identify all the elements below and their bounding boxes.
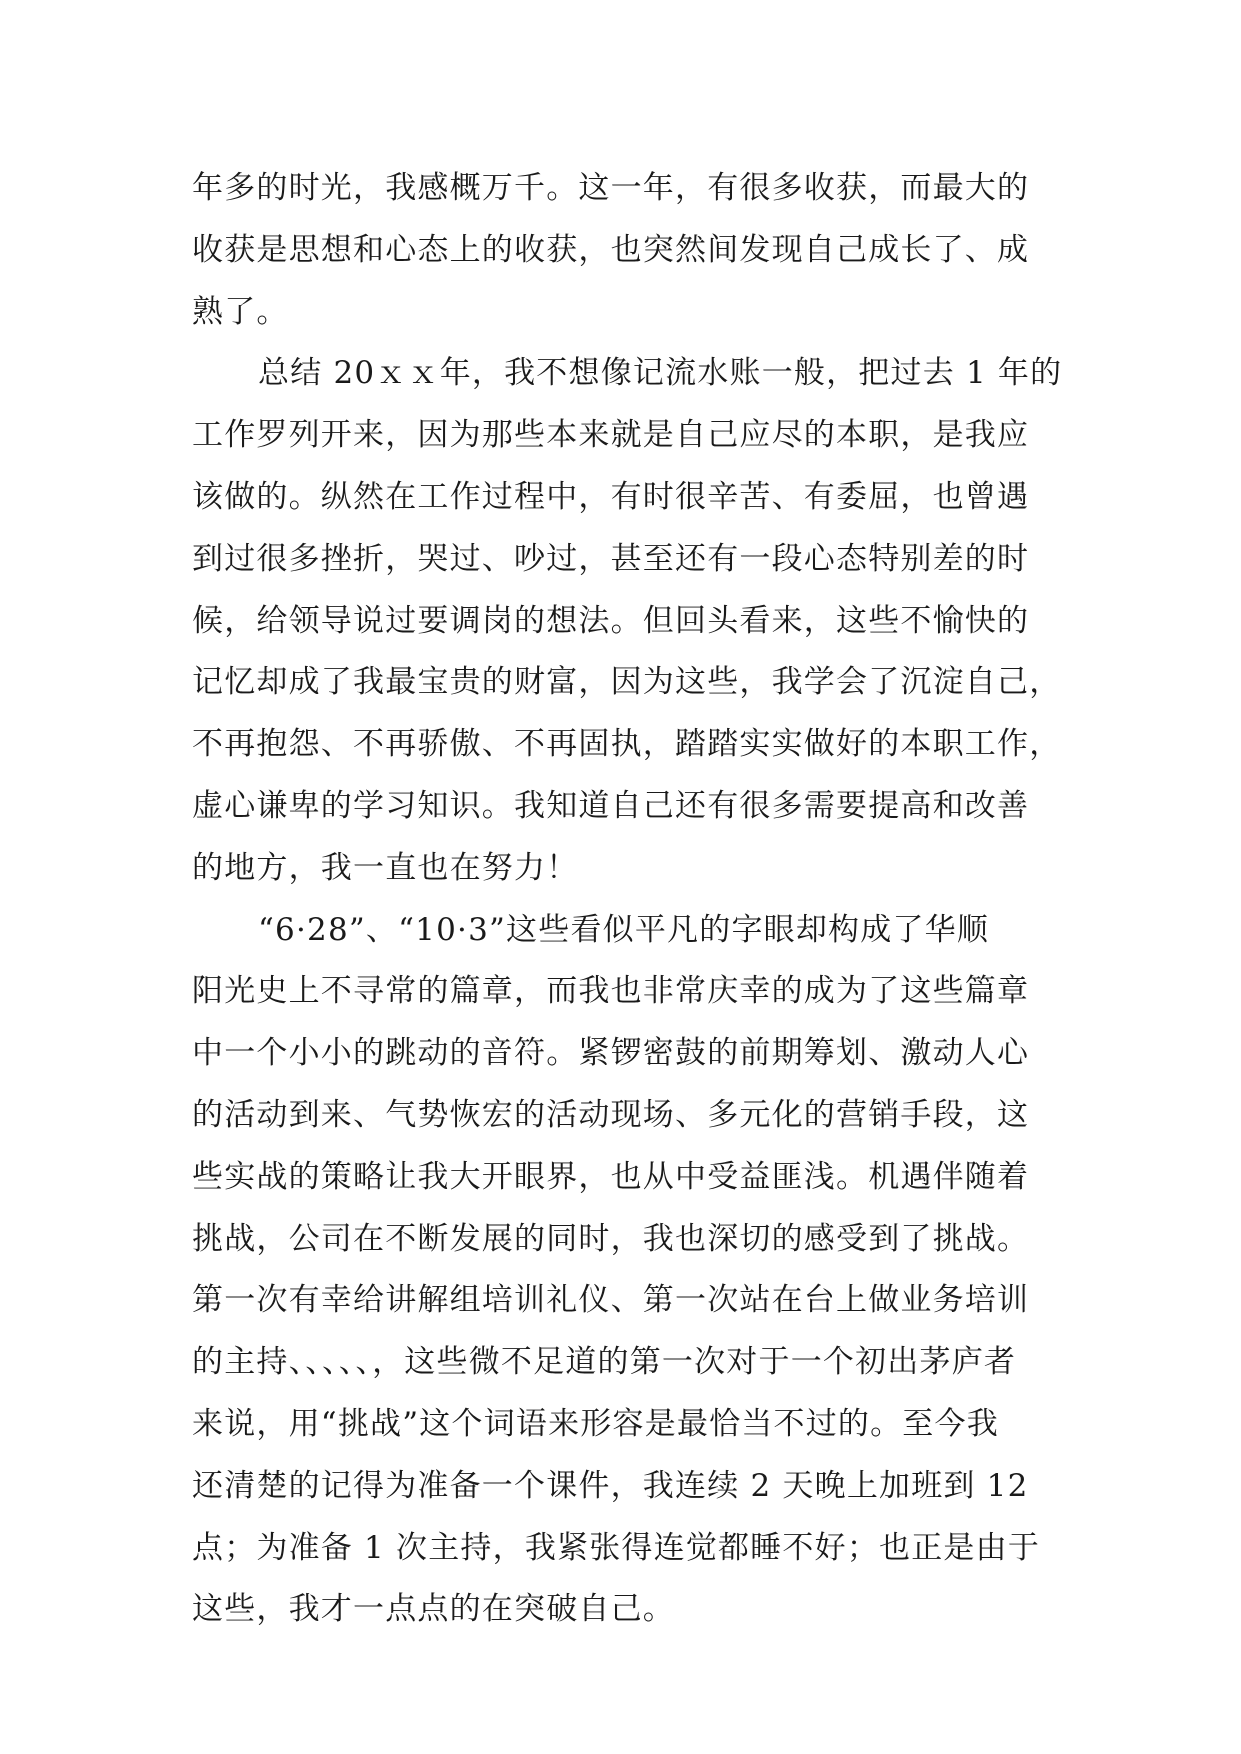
text-line: 点；为准备 1 次主持，我紧张得连觉都睡不好；也正是由于 [192, 1529, 1041, 1566]
text-line: 记忆却成了我最宝贵的财富，因为这些，我学会了沉淀自己， [192, 664, 1062, 701]
text-line: 的活动到来、气势恢宏的活动现场、多元化的营销手段，这 [192, 1096, 1030, 1133]
text-line: 熟了。 [192, 293, 289, 330]
text-line: 的地方，我一直也在努力！ [192, 849, 579, 886]
text-line: 不再抱怨、不再骄傲、不再固执，踏踏实实做好的本职工作， [192, 726, 1062, 763]
text-line: 阳光史上不寻常的篇章，而我也非常庆幸的成为了这些篇章 [192, 973, 1030, 1010]
paragraph-2 [192, 343, 1063, 899]
text-line: 中一个小小的跳动的音符。紧锣密鼓的前期筹划、激动人心 [192, 1035, 1030, 1072]
text-line: 总结 20ｘｘ年，我不想像记流水账一般，把过去 1 年的 [258, 355, 1063, 392]
text-line: 来说，用“挑战”这个词语来形容是最恰当不过的。至今我 [192, 1405, 999, 1442]
text-line: 该做的。纵然在工作过程中，有时很辛苦、有委屈，也曾遇 [192, 478, 1030, 515]
text-line: 的主持、、、、、，这些微不足道的第一次对于一个初出茅庐者 [192, 1344, 1017, 1381]
text-line: 些实战的策略让我大开眼界，也从中受益匪浅。机遇伴随着 [192, 1158, 1030, 1195]
text-line: 到过很多挫折，哭过、吵过，甚至还有一段心态特别差的时 [192, 540, 1030, 577]
text-line: 挑战，公司在不断发展的同时，我也深切的感受到了挑战。 [192, 1220, 1030, 1257]
text-line: 这些，我才一点点的在突破自己。 [192, 1591, 675, 1628]
text-line: 候，给领导说过要调岗的想法。但回头看来，这些不愉快的 [192, 602, 1030, 639]
document-body [192, 158, 1063, 1641]
text-line: “6·28”、“10·3”这些看似平凡的字眼却构成了华顺 [258, 911, 990, 948]
paragraph-3 [192, 900, 1052, 1642]
paragraph-1 [192, 158, 1052, 343]
text-line: 收获是思想和心态上的收获，也突然间发现自己成长了、成 [192, 231, 1030, 268]
text-line: 第一次有幸给讲解组培训礼仪、第一次站在台上做业务培训 [192, 1282, 1030, 1319]
text-line: 虚心谦卑的学习知识。我知道自己还有很多需要提高和改善 [192, 787, 1030, 824]
text-line: 工作罗列开来，因为那些本来就是自己应尽的本职，是我应 [192, 417, 1030, 454]
text-line: 还清楚的记得为准备一个课件，我连续 2 天晚上加班到 12 [192, 1467, 1029, 1504]
text-line: 年多的时光，我感概万千。这一年，有很多收获，而最大的 [192, 170, 1030, 206]
